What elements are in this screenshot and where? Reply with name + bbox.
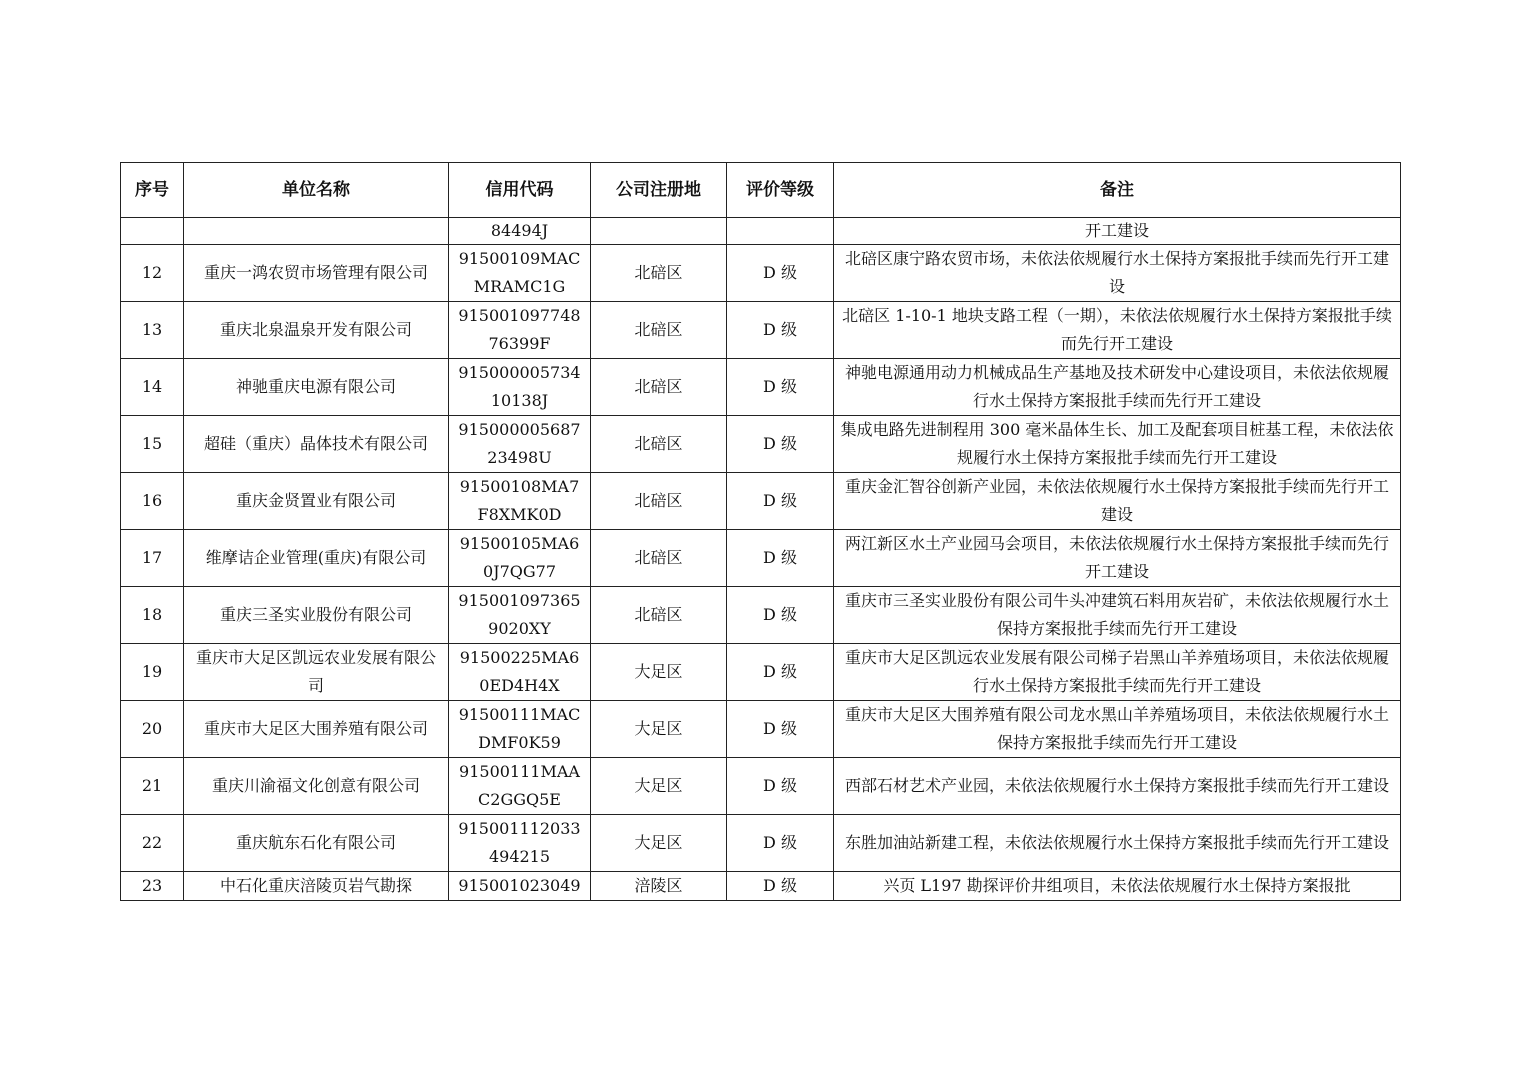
cell-grade: D 级 — [727, 758, 834, 815]
cell-index: 20 — [121, 701, 184, 758]
cell-grade: D 级 — [727, 245, 834, 302]
header-code: 信用代码 — [449, 163, 591, 218]
cell-region — [591, 218, 727, 245]
cell-index: 23 — [121, 872, 184, 901]
header-region: 公司注册地 — [591, 163, 727, 218]
cell-name: 超硅（重庆）晶体技术有限公司 — [184, 416, 449, 473]
cell-code: 91500109774876399F — [449, 302, 591, 359]
table-row — [121, 416, 1401, 473]
header-grade: 评价等级 — [727, 163, 834, 218]
cell-grade: D 级 — [727, 473, 834, 530]
cell-grade: D 级 — [727, 530, 834, 587]
cell-remark: 重庆市大足区大围养殖有限公司龙水黑山羊养殖场项目，未依法依规履行水土保持方案报批手续而先行开工建设 — [834, 701, 1401, 758]
cell-code: 91500000573410138J — [449, 359, 591, 416]
cell-name: 重庆三圣实业股份有限公司 — [184, 587, 449, 644]
cell-index: 15 — [121, 416, 184, 473]
table-row — [121, 473, 1401, 530]
table-row — [121, 587, 1401, 644]
cell-name: 维摩诘企业管理(重庆)有限公司 — [184, 530, 449, 587]
cell-remark: 集成电路先进制程用 300 毫米晶体生长、加工及配套项目桩基工程，未依法依规履行水土保持方案报批手续而先行开工建设 — [834, 416, 1401, 473]
cell-grade: D 级 — [727, 872, 834, 901]
cell-region: 大足区 — [591, 701, 727, 758]
cell-region: 涪陵区 — [591, 872, 727, 901]
header-index: 序号 — [121, 163, 184, 218]
cell-remark: 重庆市大足区凯远农业发展有限公司梯子岩黑山羊养殖场项目，未依法依规履行水土保持方案报批手续而先行开工建设 — [834, 644, 1401, 701]
cell-name — [184, 218, 449, 245]
cell-index: 19 — [121, 644, 184, 701]
cell-region: 大足区 — [591, 758, 727, 815]
cell-name: 重庆金贤置业有限公司 — [184, 473, 449, 530]
cell-grade: D 级 — [727, 359, 834, 416]
cell-grade: D 级 — [727, 701, 834, 758]
cell-region: 北碚区 — [591, 245, 727, 302]
table-row — [121, 701, 1401, 758]
cell-code: 915001023049 — [449, 872, 591, 901]
cell-index: 22 — [121, 815, 184, 872]
cell-code: 91500105MA60J7QG77 — [449, 530, 591, 587]
cell-code: 91500109MACMRAMC1G — [449, 245, 591, 302]
cell-name: 中石化重庆涪陵页岩气勘探 — [184, 872, 449, 901]
continuation-row — [121, 218, 1401, 245]
cell-index: 12 — [121, 245, 184, 302]
table-row — [121, 758, 1401, 815]
cell-code: 91500225MA60ED4H4X — [449, 644, 591, 701]
cell-index: 21 — [121, 758, 184, 815]
cell-name: 重庆川渝福文化创意有限公司 — [184, 758, 449, 815]
cell-region: 北碚区 — [591, 302, 727, 359]
cell-code: 91500111MAAC2GGQ5E — [449, 758, 591, 815]
cell-index — [121, 218, 184, 245]
cell-code: 91500108MA7F8XMK0D — [449, 473, 591, 530]
cell-code: 91500000568723498U — [449, 416, 591, 473]
cell-name: 神驰重庆电源有限公司 — [184, 359, 449, 416]
cell-remark: 神驰电源通用动力机械成品生产基地及技术研发中心建设项目，未依法依规履行水土保持方案报批手续而先行开工建设 — [834, 359, 1401, 416]
cell-remark: 北碚区康宁路农贸市场，未依法依规履行水土保持方案报批手续而先行开工建设 — [834, 245, 1401, 302]
cell-region: 北碚区 — [591, 416, 727, 473]
cell-index: 16 — [121, 473, 184, 530]
cell-name: 重庆市大足区凯远农业发展有限公司 — [184, 644, 449, 701]
table-row-partial — [121, 872, 1401, 901]
cell-code: 915001097365 9020XY — [449, 587, 591, 644]
cell-grade: D 级 — [727, 416, 834, 473]
cell-index: 14 — [121, 359, 184, 416]
cell-region: 北碚区 — [591, 530, 727, 587]
cell-region: 大足区 — [591, 815, 727, 872]
cell-grade: D 级 — [727, 587, 834, 644]
cell-name: 重庆北泉温泉开发有限公司 — [184, 302, 449, 359]
table-row — [121, 530, 1401, 587]
cell-region: 北碚区 — [591, 359, 727, 416]
cell-index: 13 — [121, 302, 184, 359]
cell-remark: 开工建设 — [834, 218, 1401, 245]
table-row — [121, 245, 1401, 302]
cell-region: 北碚区 — [591, 587, 727, 644]
cell-name: 重庆一鸿农贸市场管理有限公司 — [184, 245, 449, 302]
cell-grade: D 级 — [727, 815, 834, 872]
table-row — [121, 359, 1401, 416]
cell-region: 大足区 — [591, 644, 727, 701]
table-row — [121, 815, 1401, 872]
cell-remark: 西部石材艺术产业园，未依法依规履行水土保持方案报批手续而先行开工建设 — [834, 758, 1401, 815]
cell-code: 84494J — [449, 218, 591, 245]
cell-remark: 兴页 L197 勘探评价井组项目，未依法依规履行水土保持方案报批 — [834, 872, 1401, 901]
cell-remark: 两江新区水土产业园马会项目，未依法依规履行水土保持方案报批手续而先行开工建设 — [834, 530, 1401, 587]
cell-name: 重庆航东石化有限公司 — [184, 815, 449, 872]
header-name: 单位名称 — [184, 163, 449, 218]
table-row — [121, 302, 1401, 359]
cell-remark: 重庆市三圣实业股份有限公司牛头冲建筑石料用灰岩矿，未依法依规履行水土保持方案报批手续而先行开工建设 — [834, 587, 1401, 644]
cell-grade: D 级 — [727, 644, 834, 701]
cell-region: 北碚区 — [591, 473, 727, 530]
header-remark: 备注 — [834, 163, 1401, 218]
cell-index: 18 — [121, 587, 184, 644]
table-row — [121, 644, 1401, 701]
cell-grade: D 级 — [727, 302, 834, 359]
cell-grade — [727, 218, 834, 245]
evaluation-table — [120, 162, 1401, 901]
cell-name: 重庆市大足区大围养殖有限公司 — [184, 701, 449, 758]
cell-remark: 东胜加油站新建工程，未依法依规履行水土保持方案报批手续而先行开工建设 — [834, 815, 1401, 872]
cell-remark: 北碚区 1-10-1 地块支路工程（一期），未依法依规履行水土保持方案报批手续而先行开工建设 — [834, 302, 1401, 359]
cell-code: 915001112033494215 — [449, 815, 591, 872]
cell-index: 17 — [121, 530, 184, 587]
table-header-row — [121, 163, 1401, 218]
cell-remark: 重庆金汇智谷创新产业园，未依法依规履行水土保持方案报批手续而先行开工建设 — [834, 473, 1401, 530]
cell-code: 91500111MACDMF0K59 — [449, 701, 591, 758]
